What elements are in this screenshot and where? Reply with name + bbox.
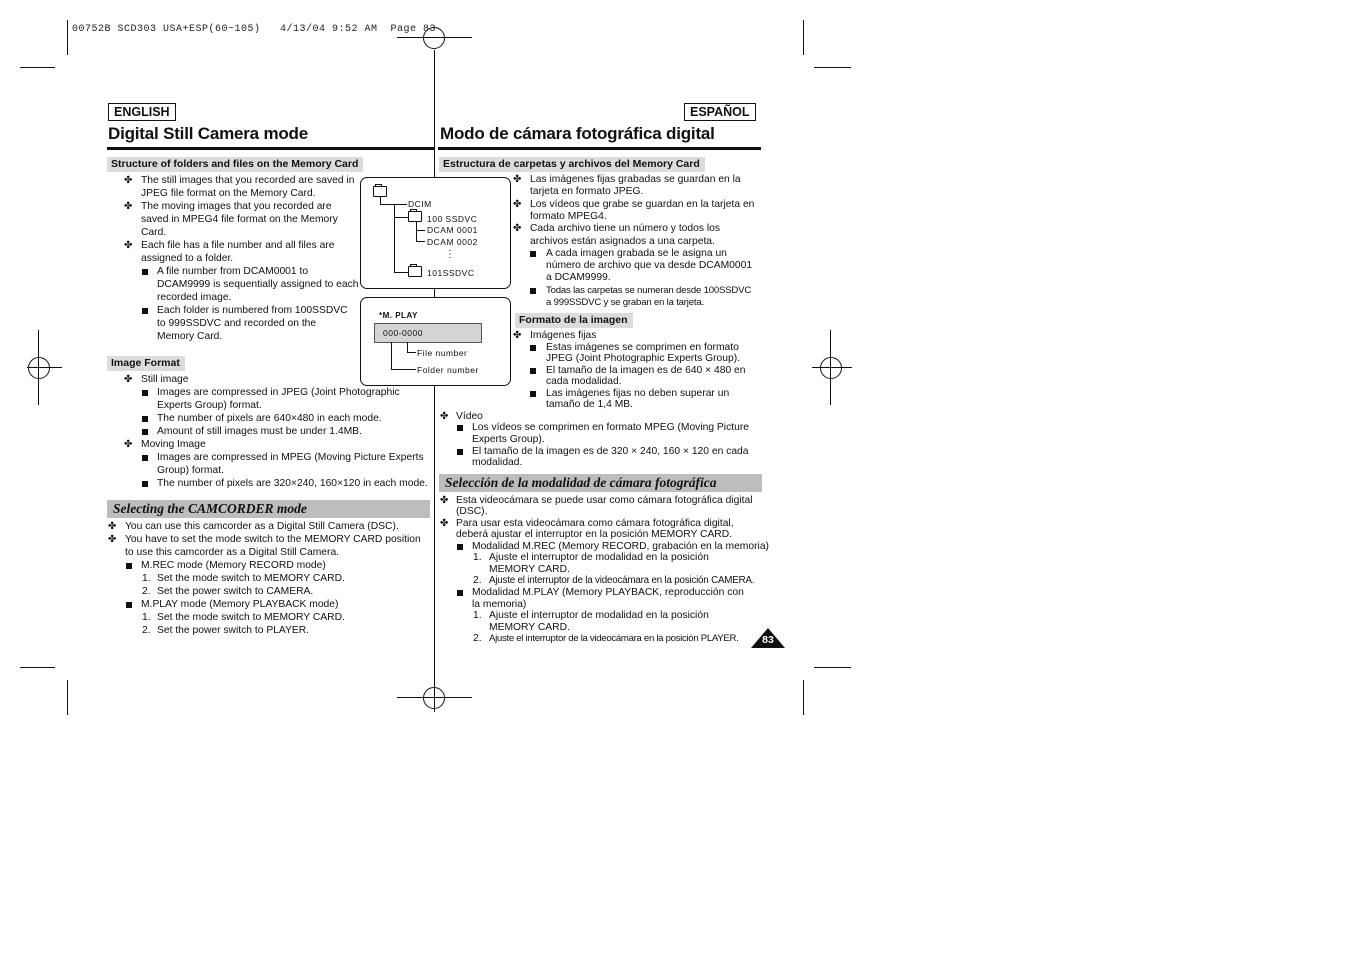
- text-line: Set the mode switch to MEMORY CARD.: [157, 612, 345, 623]
- section-bar-seleccion-modalidad: Selección de la modalidad de cámara fotográfica: [439, 474, 762, 492]
- text-line: The number of pixels are 320×240, 160×120 in each mode.: [157, 478, 428, 489]
- bullet-icon: ✤: [440, 518, 449, 529]
- text-line: M.REC mode (Memory RECORD mode): [141, 560, 326, 571]
- text-line: Vídeo: [456, 411, 483, 422]
- square-bullet-icon: [530, 345, 536, 351]
- section-bar-selecting-mode: Selecting the CAMCORDER mode: [107, 500, 430, 518]
- square-bullet-icon: [530, 251, 536, 257]
- text-line: Group) format.: [157, 465, 224, 476]
- print-header: 00752B SCD303 USA+ESP(60~105) 4/13/04 9:52 AM Page 83: [72, 24, 437, 35]
- folder-icon: [408, 211, 422, 222]
- text-line: Still image: [141, 374, 189, 385]
- crop-mark: [803, 20, 804, 55]
- tree-connector: [394, 217, 408, 273]
- step-number: 2.: [473, 633, 482, 644]
- text-line: tarjeta en formato JPEG.: [530, 186, 644, 197]
- text-line: A cada imagen grabada se le asigna un: [546, 248, 727, 259]
- text-line: modalidad.: [472, 457, 523, 468]
- file-dcam0001-label: DCAM 0001: [427, 225, 478, 235]
- bullet-icon: ✤: [108, 521, 117, 532]
- text-line: A file number from DCAM0001 to: [157, 266, 309, 277]
- text-line: deberá ajustar el interruptor en la posición MEMORY CARD.: [456, 529, 733, 540]
- file-number-value: 000-0000: [383, 328, 423, 338]
- text-line: JPEG file format on the Memory Card.: [141, 188, 316, 199]
- text-line: The number of pixels are 640×480 in each mode.: [157, 413, 382, 424]
- text-line: DCAM9999 is sequentially assigned to each: [157, 279, 359, 290]
- lang-tab-espanol: ESPAÑOL: [684, 103, 756, 121]
- text-line: archivos están asignados a una carpeta.: [530, 236, 715, 247]
- tree-connector: [416, 230, 425, 242]
- text-line: Modalidad M.PLAY (Memory PLAYBACK, reproducción con: [472, 587, 744, 598]
- crop-mark: [814, 667, 851, 668]
- file-number-label: File number: [417, 348, 468, 358]
- text-line: M.PLAY mode (Memory PLAYBACK mode): [141, 599, 339, 610]
- subheading-folder-structure: Structure of folders and files on the Memory Card: [107, 157, 363, 172]
- text-line: Imágenes fijas: [530, 330, 597, 341]
- square-bullet-icon: [457, 425, 463, 431]
- folder-101ssdvc-label: 101SSDVC: [427, 268, 475, 278]
- text-line: El tamaño de la imagen es de 640 × 480 en: [546, 365, 746, 376]
- text-line: You have to set the mode switch to the MEMORY CARD position: [125, 534, 421, 545]
- text-line: assigned to a folder.: [141, 253, 234, 264]
- square-bullet-icon: [142, 481, 148, 487]
- text-line: Todas las carpetas se numeran desde 100SSDVC: [546, 285, 752, 296]
- crop-mark: [67, 680, 68, 715]
- text-line: Los vídeos que grabe se guardan en la tarjeta en: [530, 199, 755, 210]
- folder-100ssdvc-label: 100 SSDVC: [427, 214, 478, 224]
- text-line: JPEG (Joint Photographic Experts Group).: [546, 353, 741, 364]
- square-bullet-icon: [126, 602, 132, 608]
- crop-mark: [67, 20, 68, 55]
- bullet-icon: ✤: [513, 223, 522, 234]
- step-number: 1.: [473, 552, 482, 563]
- crop-mark: [803, 680, 804, 715]
- mplay-label: *M. PLAY: [379, 311, 418, 320]
- square-bullet-icon: [126, 563, 132, 569]
- registration-circle-icon: [820, 357, 842, 379]
- ellipsis: ⋮: [445, 249, 456, 260]
- text-line: a DCAM9999.: [546, 272, 611, 283]
- bullet-icon: ✤: [513, 174, 522, 185]
- text-line: You can use this camcorder as a Digital Still Camera (DSC).: [125, 521, 399, 532]
- text-line: to use this camcorder as a Digital Still Camera.: [125, 547, 340, 558]
- text-line: Modalidad M.REC (Memory RECORD, grabación en la memoria): [472, 541, 769, 552]
- text-line: Amount of still images must be under 1.4MB.: [157, 426, 362, 437]
- bullet-icon: ✤: [124, 201, 133, 212]
- square-bullet-icon: [142, 308, 148, 314]
- subheading-estructura: Estructura de carpetas y archivos del Memory Card: [439, 157, 705, 172]
- text-line: Esta videocámara se puede usar como cámara fotográfica digital: [456, 495, 753, 506]
- text-line: Ajuste el interruptor de la videocámara en la posición CAMERA.: [489, 575, 755, 586]
- text-line: (DSC).: [456, 506, 488, 517]
- square-bullet-icon: [142, 390, 148, 396]
- text-line: Ajuste el interruptor de modalidad en la posición: [489, 552, 709, 563]
- lang-tab-english: ENGLISH: [108, 103, 176, 121]
- text-line: Experts Group).: [472, 434, 545, 445]
- text-line: The moving images that you recorded are: [141, 201, 332, 212]
- square-bullet-icon: [530, 391, 536, 397]
- folder-dcim-label: DCIM: [408, 199, 432, 209]
- text-line: Ajuste el interruptor de modalidad en la posición: [489, 610, 709, 621]
- bullet-icon: ✤: [124, 175, 133, 186]
- tree-connector: [380, 197, 407, 205]
- text-line: Las imágenes fijas no deben superar un: [546, 388, 730, 399]
- bullet-icon: ✤: [440, 495, 449, 506]
- text-line: Estas imágenes se comprimen en formato: [546, 342, 739, 353]
- text-line: saved in MPEG4 file format on the Memory: [141, 214, 338, 225]
- step-number: 2.: [142, 625, 151, 636]
- file-dcam0002-label: DCAM 0002: [427, 237, 478, 247]
- step-number: 1.: [473, 610, 482, 621]
- text-line: Set the power switch to PLAYER.: [157, 625, 310, 636]
- text-line: Para usar esta videocámara como cámara fotográfica digital,: [456, 518, 734, 529]
- square-bullet-icon: [142, 269, 148, 275]
- square-bullet-icon: [530, 368, 536, 374]
- square-bullet-icon: [457, 590, 463, 596]
- crop-mark: [20, 67, 55, 68]
- page-number: 83: [762, 634, 774, 646]
- square-bullet-icon: [457, 449, 463, 455]
- folder-number-label: Folder number: [417, 365, 479, 375]
- registration-circle-icon: [423, 27, 445, 49]
- text-line: MEMORY CARD.: [489, 622, 570, 633]
- text-line: Card.: [141, 227, 167, 238]
- crop-mark: [20, 667, 55, 668]
- step-number: 2.: [473, 575, 482, 586]
- folder-icon: [408, 266, 422, 277]
- file-number-diagram: [360, 297, 511, 386]
- bullet-icon: ✤: [124, 240, 133, 251]
- bullet-icon: ✤: [124, 439, 133, 450]
- text-line: Images are compressed in MPEG (Moving Picture Experts: [157, 452, 424, 463]
- bullet-icon: ✤: [108, 534, 117, 545]
- square-bullet-icon: [142, 429, 148, 435]
- display-box: [374, 323, 482, 343]
- text-line: Each folder is numbered from 100SSDVC: [157, 305, 348, 316]
- text-line: The still images that you recorded are saved in: [141, 175, 355, 186]
- step-number: 2.: [142, 586, 151, 597]
- bullet-icon: ✤: [440, 411, 449, 422]
- title-rule: [438, 147, 761, 150]
- text-line: Images are compressed in JPEG (Joint Photographic: [157, 387, 400, 398]
- folder-structure-diagram: [360, 177, 511, 289]
- text-line: tamaño de 1,4 MB.: [546, 399, 634, 410]
- text-line: Moving Image: [141, 439, 206, 450]
- tree-connector: [391, 342, 416, 370]
- bullet-icon: ✤: [513, 199, 522, 210]
- square-bullet-icon: [142, 455, 148, 461]
- text-line: MEMORY CARD.: [489, 564, 570, 575]
- bullet-icon: ✤: [513, 330, 522, 341]
- text-line: a 999SSDVC y se graban en la tarjeta.: [546, 297, 704, 308]
- step-number: 1.: [142, 612, 151, 623]
- registration-circle-icon: [28, 357, 50, 379]
- text-line: cada modalidad.: [546, 376, 622, 387]
- text-line: Cada archivo tiene un número y todos los: [530, 223, 721, 234]
- text-line: El tamaño de la imagen es de 320 × 240, 160 × 120 en cada: [472, 446, 749, 457]
- text-line: número de archivo que va desde DCAM0001: [546, 260, 753, 271]
- step-number: 1.: [142, 573, 151, 584]
- square-bullet-icon: [457, 544, 463, 550]
- square-bullet-icon: [530, 288, 536, 294]
- text-line: Experts Group) format.: [157, 400, 262, 411]
- bullet-icon: ✤: [124, 374, 133, 385]
- folder-icon: [373, 186, 387, 197]
- subheading-formato: Formato de la imagen: [515, 313, 633, 328]
- text-line: Los vídeos se comprimen en formato MPEG (Moving Picture: [472, 422, 749, 433]
- text-line: Ajuste el interruptor de la videocámara en la posición PLAYER.: [489, 633, 739, 644]
- text-line: Set the power switch to CAMERA.: [157, 586, 314, 597]
- text-line: la memoria): [472, 599, 527, 610]
- text-line: recorded image.: [157, 292, 232, 303]
- text-line: to 999SSDVC and recorded on the: [157, 318, 317, 329]
- text-line: Each file has a file number and all files are: [141, 240, 335, 251]
- title-rule: [107, 147, 434, 150]
- page-title-en: Digital Still Camera mode: [108, 124, 308, 143]
- page-title-es: Modo de cámara fotográfica digital: [440, 124, 715, 143]
- text-line: formato MPEG4.: [530, 211, 607, 222]
- text-line: Las imágenes fijas grabadas se guardan en la: [530, 174, 741, 185]
- crop-mark: [814, 67, 851, 68]
- text-line: Memory Card.: [157, 331, 223, 342]
- text-line: Set the mode switch to MEMORY CARD.: [157, 573, 345, 584]
- subheading-image-format: Image Format: [107, 356, 185, 371]
- square-bullet-icon: [142, 416, 148, 422]
